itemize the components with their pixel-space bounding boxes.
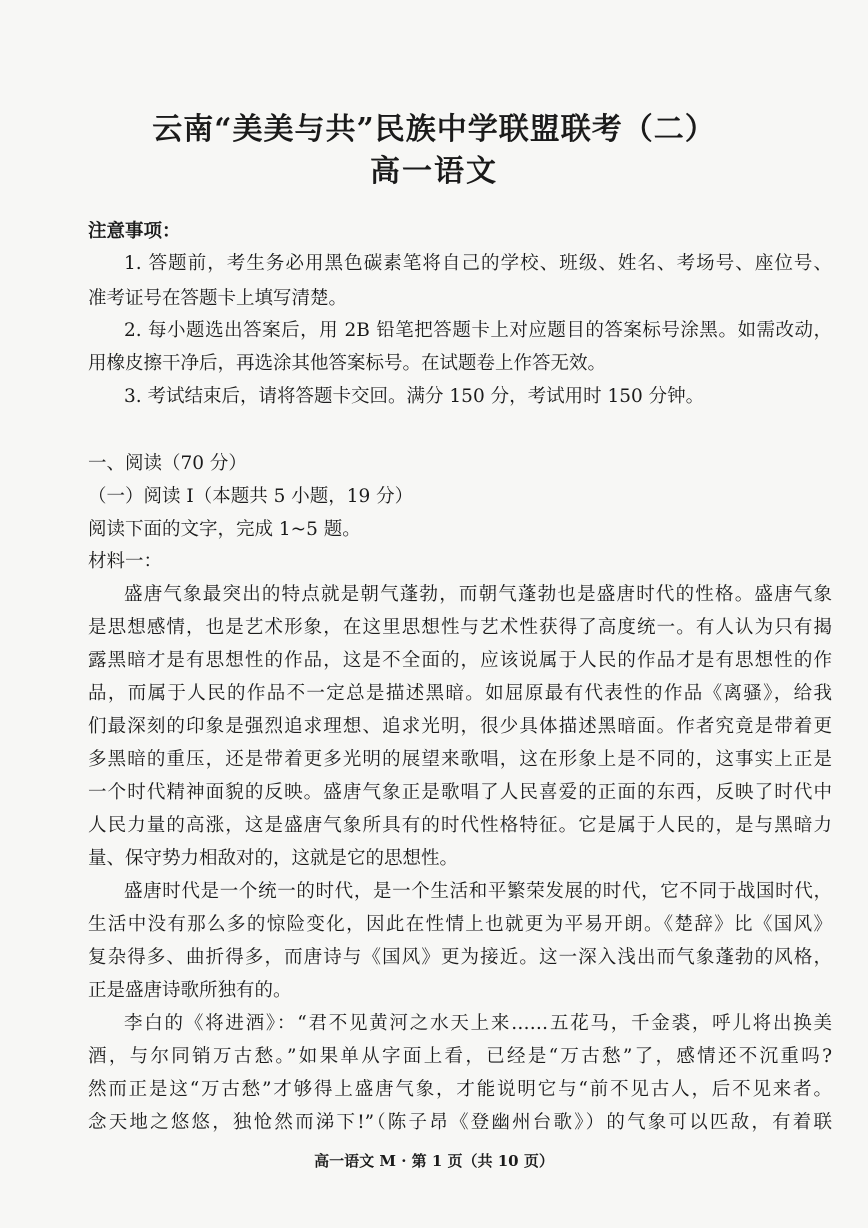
paragraph-line: 李白的《将进酒》：“君不见黄河之水天上来……五花马，千金裘，呼儿将出换美	[124, 1013, 832, 1034]
notice-item: 2. 每小题选出答案后，用 2B 铅笔把答题卡上对应题目的答案标号涂黑。如需改动，	[124, 320, 832, 341]
notice-item: 1. 答题前，考生务必用黑色碳素笔将自己的学校、班级、姓名、考场号、座位号、	[124, 253, 832, 274]
section-heading: 一、阅读（70 分）	[88, 453, 247, 474]
notice-item: 准考证号在答题卡上填写清楚。	[88, 288, 348, 309]
notice-item: 3. 考试结束后，请将答题卡交回。满分 150 分，考试用时 150 分钟。	[124, 386, 705, 407]
subject-title: 高一语文	[370, 154, 498, 189]
paragraph-line: 然而正是这“万古愁”才够得上盛唐气象，才能说明它与“前不见古人，后不见来者。	[88, 1079, 832, 1100]
paragraph-line: 盛唐气象最突出的特点就是朝气蓬勃，而朝气蓬勃也是盛唐时代的性格。盛唐气象	[124, 584, 832, 605]
exam-title: 云南“美美与共”民族中学联盟联考（二）	[152, 112, 716, 147]
paragraph-line: 念天地之悠悠，独怆然而涕下!”（陈子昂《登幽州台歌》）的气象可以匹敌，有着联	[88, 1112, 832, 1133]
paragraph-line: 品，而属于人民的作品不一定总是描述黑暗。如屈原最有代表性的作品《离骚》，给我	[88, 683, 832, 704]
paragraph-line: 是思想感情，也是艺术形象，在这里思想性与艺术性获得了高度统一。有人认为只有揭	[88, 617, 832, 638]
paragraph-line: 酒，与尔同销万古愁。”如果单从字面上看，已经是“万古愁”了，感情还不沉重吗?	[88, 1046, 832, 1067]
paragraph-line: 正是盛唐诗歌所独有的。	[88, 980, 292, 1001]
paragraph-line: 盛唐时代是一个统一的时代，是一个生活和平繁荣发展的时代，它不同于战国时代，	[124, 881, 832, 902]
material-label: 材料一：	[88, 551, 163, 572]
paragraph-line: 复杂得多、曲折得多，而唐诗与《国风》更为接近。这一深入浅出而气象蓬勃的风格，	[88, 947, 832, 968]
paragraph-line: 露黑暗才是有思想性的作品，这是不全面的，应该说属于人民的作品才是有思想性的作	[88, 650, 832, 671]
paragraph-line: 们最深刻的印象是强烈追求理想、追求光明，很少具体描述黑暗面。作者究竟是带着更	[88, 716, 832, 737]
subsection-heading: （一）阅读 I（本题共 5 小题，19 分）	[88, 486, 414, 507]
notice-item: 用橡皮擦干净后，再选涂其他答案标号。在试题卷上作答无效。	[88, 353, 607, 374]
paragraph-line: 一个时代精神面貌的反映。盛唐气象正是歌唱了人民喜爱的正面的东西，反映了时代中	[88, 782, 832, 803]
paragraph-line: 人民力量的高涨，这是盛唐气象所具有的时代性格特征。它是属于人民的，是与黑暗力	[88, 815, 832, 836]
page-footer: 高一语文 M · 第 1 页（共 10 页）	[314, 1152, 554, 1170]
paragraph-line: 多黑暗的重压，还是带着更多光明的展望来歌唱，这在形象上是不同的，这事实上正是	[88, 749, 832, 770]
paragraph-line: 生活中没有那么多的惊险变化，因此在性情上也就更为平易开朗。《楚辞》比《国风》	[88, 914, 832, 935]
instruction: 阅读下面的文字，完成 1~5 题。	[88, 519, 361, 540]
notice-heading: 注意事项：	[88, 221, 181, 242]
paragraph-line: 量、保守势力相敌对的，这就是它的思想性。	[88, 848, 459, 869]
